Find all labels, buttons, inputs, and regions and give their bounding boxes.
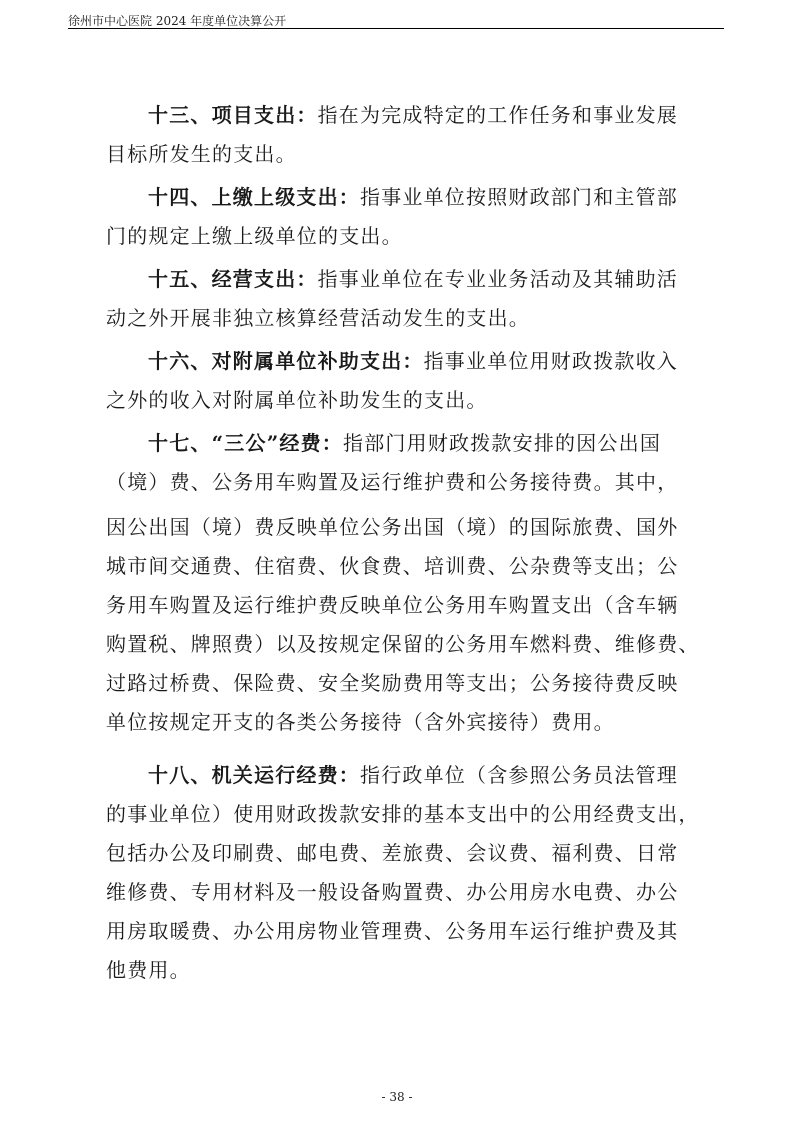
paragraph-line: 务用车购置及运行维护费反映单位公务用车购置支出（含车辆 [106,593,679,617]
paragraph-text: 指在为完成特定的工作任务和事业发展 [317,103,679,127]
paragraph-remit-superior [106,178,698,256]
page-header [68,10,724,29]
paragraph-line: 之外的收入对附属单位补助发生的支出。 [106,388,488,412]
page-number: - 38 - [381,1090,413,1104]
paragraph-line: 维修费、专用材料及一般设备购置费、办公用房水电费、办公 [106,880,679,904]
document-body [106,96,698,990]
term-heading: 十六、对附属单位补助支出： [148,349,424,373]
header-title: 徐州市中心医院 2024 年度单位决算公开 [68,14,287,28]
paragraph-line: 单位按规定开支的各类公务接待（含外宾接待）费用。 [106,710,615,734]
paragraph-line: （境）费、公务用车购置及运行维护费和公务接待费。其中， [106,470,679,494]
paragraph-line: 动之外开展非独立核算经营活动发生的支出。 [106,306,530,330]
paragraph-operating-expenditure [106,260,698,338]
paragraph-line: 过路过桥费、保险费、安全奖励费用等支出；公务接待费反映 [106,671,679,695]
term-heading: 十七、“三公”经费： [148,431,344,455]
paragraph-line: 目标所发生的支出。 [106,142,297,166]
paragraph-text: 指行政单位（含参照公务员法管理 [360,763,678,787]
paragraph-line: 城市间交通费、住宿费、伙食费、培训费、公杂费等支出；公 [106,554,679,578]
paragraph-line: 他费用。 [106,958,191,982]
term-heading: 十四、上缴上级支出： [148,185,360,209]
paragraph-line: 购置税、牌照费）以及按规定保留的公务用车燃料费、维修费、 [106,632,700,656]
paragraph-line: 因公出国（境）费反映单位公务出国（境）的国际旅费、国外 [106,515,679,539]
paragraph-line: 的事业单位）使用财政拨款安排的基本支出中的公用经费支出， [106,802,700,826]
paragraph-line: 包括办公及印刷费、邮电费、差旅费、会议费、福利费、日常 [106,841,679,865]
paragraph-three-public-expenses [106,424,698,742]
paragraph-text: 指事业单位在专业业务活动及其辅助活 [317,267,679,291]
paragraph-agency-operating-funds [106,756,698,990]
paragraph-subsidiary-subsidy [106,342,698,420]
term-heading: 十八、机关运行经费： [148,763,360,787]
paragraph-text: 指部门用财政拨款安排的因公出国 [343,431,662,455]
paragraph-project-expenditure [106,96,698,174]
paragraph-line: 门的规定上缴上级单位的支出。 [106,224,403,248]
paragraph-text: 指事业单位按照财政部门和主管部 [360,185,678,209]
paragraph-line: 用房取暖费、办公用房物业管理费、公务用车运行维护费及其 [106,919,679,943]
term-heading: 十三、项目支出： [148,103,318,127]
term-heading: 十五、经营支出： [148,267,318,291]
paragraph-text: 指事业单位用财政拨款收入 [423,349,679,373]
